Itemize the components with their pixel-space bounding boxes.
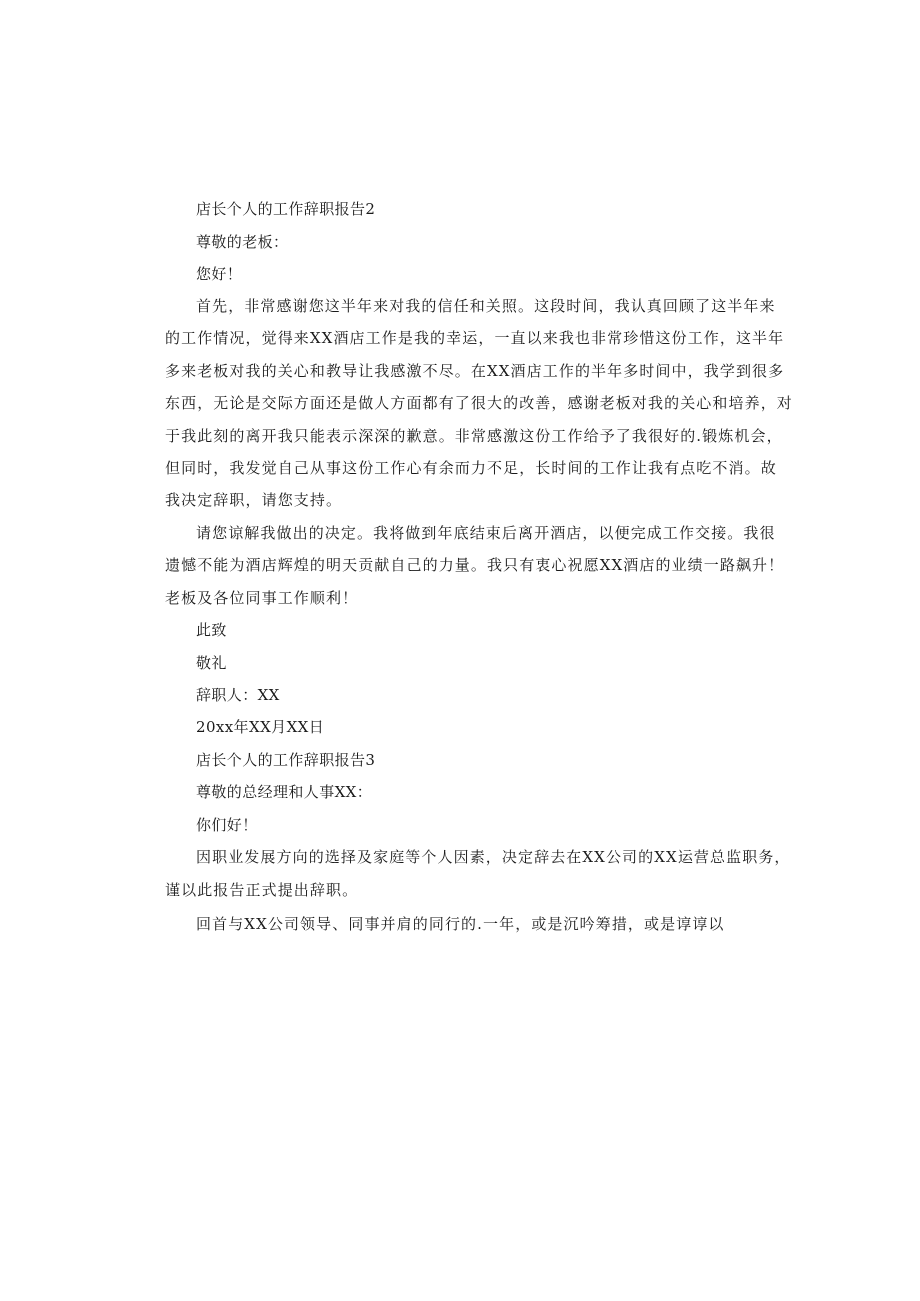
- paragraph-2-line: 遗憾不能为酒店辉煌的明天贡献自己的力量。我只有衷心祝愿XX酒店的业绩一路飙升！: [165, 556, 785, 574]
- paragraph-1-line: 的工作情况，觉得来XX酒店工作是我的幸运，一直以来我也非常珍惜这份工作，这半年: [165, 329, 785, 347]
- report-3-title: 店长个人的工作辞职报告3: [196, 751, 376, 769]
- paragraph-1-line: 于我此刻的离开我只能表示深深的歉意。非常感激这份工作给予了我很好的.锻炼机会，: [165, 427, 783, 445]
- paragraph-3-line: 因职业发展方向的选择及家庭等个人因素，决定辞去在XX公司的XX运营总监职务，: [196, 848, 791, 866]
- date-line: 20xx年XX月XX日: [196, 718, 325, 736]
- paragraph-3-line: 谨以此报告正式提出辞职。: [165, 881, 359, 899]
- paragraph-2-line: 请您谅解我做出的决定。我将做到年底结束后离开酒店，以便完成工作交接。我很: [196, 524, 776, 542]
- report-2-greeting: 您好！: [196, 265, 243, 283]
- report-3-greeting: 你们好！: [196, 816, 258, 834]
- paragraph-1-line: 东西，无论是交际方面还是做人方面都有了很大的改善，感谢老板对我的关心和培养，对: [165, 394, 793, 412]
- paragraph-1-line: 我决定辞职，请您支持。: [165, 491, 343, 509]
- report-3-salutation: 尊敬的总经理和人事XX：: [196, 783, 373, 801]
- paragraph-1-line: 首先，非常感谢您这半年来对我的信任和关照。这段时间，我认真回顾了这半年来: [196, 297, 776, 315]
- paragraph-2-line: 老板及各位同事工作顺利！: [165, 589, 359, 607]
- paragraph-1-line: 多来老板对我的关心和教导让我感激不尽。在XX酒店工作的半年多时间中，我学到很多: [165, 362, 785, 380]
- signer-line: 辞职人：XX: [196, 686, 280, 704]
- paragraph-1-line: 但同时，我发觉自己从事这份工作心有余而力不足，长时间的工作让我有点吃不消。故: [165, 459, 777, 477]
- closing-salute: 敬礼: [196, 654, 227, 672]
- paragraph-4-line: 回首与XX公司领导、同事并肩的同行的.一年，或是沉吟筹措，或是谆谆以: [196, 915, 725, 933]
- closing-phrase: 此致: [196, 621, 227, 639]
- report-2-salutation: 尊敬的老板：: [196, 233, 289, 251]
- report-2-title: 店长个人的工作辞职报告2: [196, 200, 376, 218]
